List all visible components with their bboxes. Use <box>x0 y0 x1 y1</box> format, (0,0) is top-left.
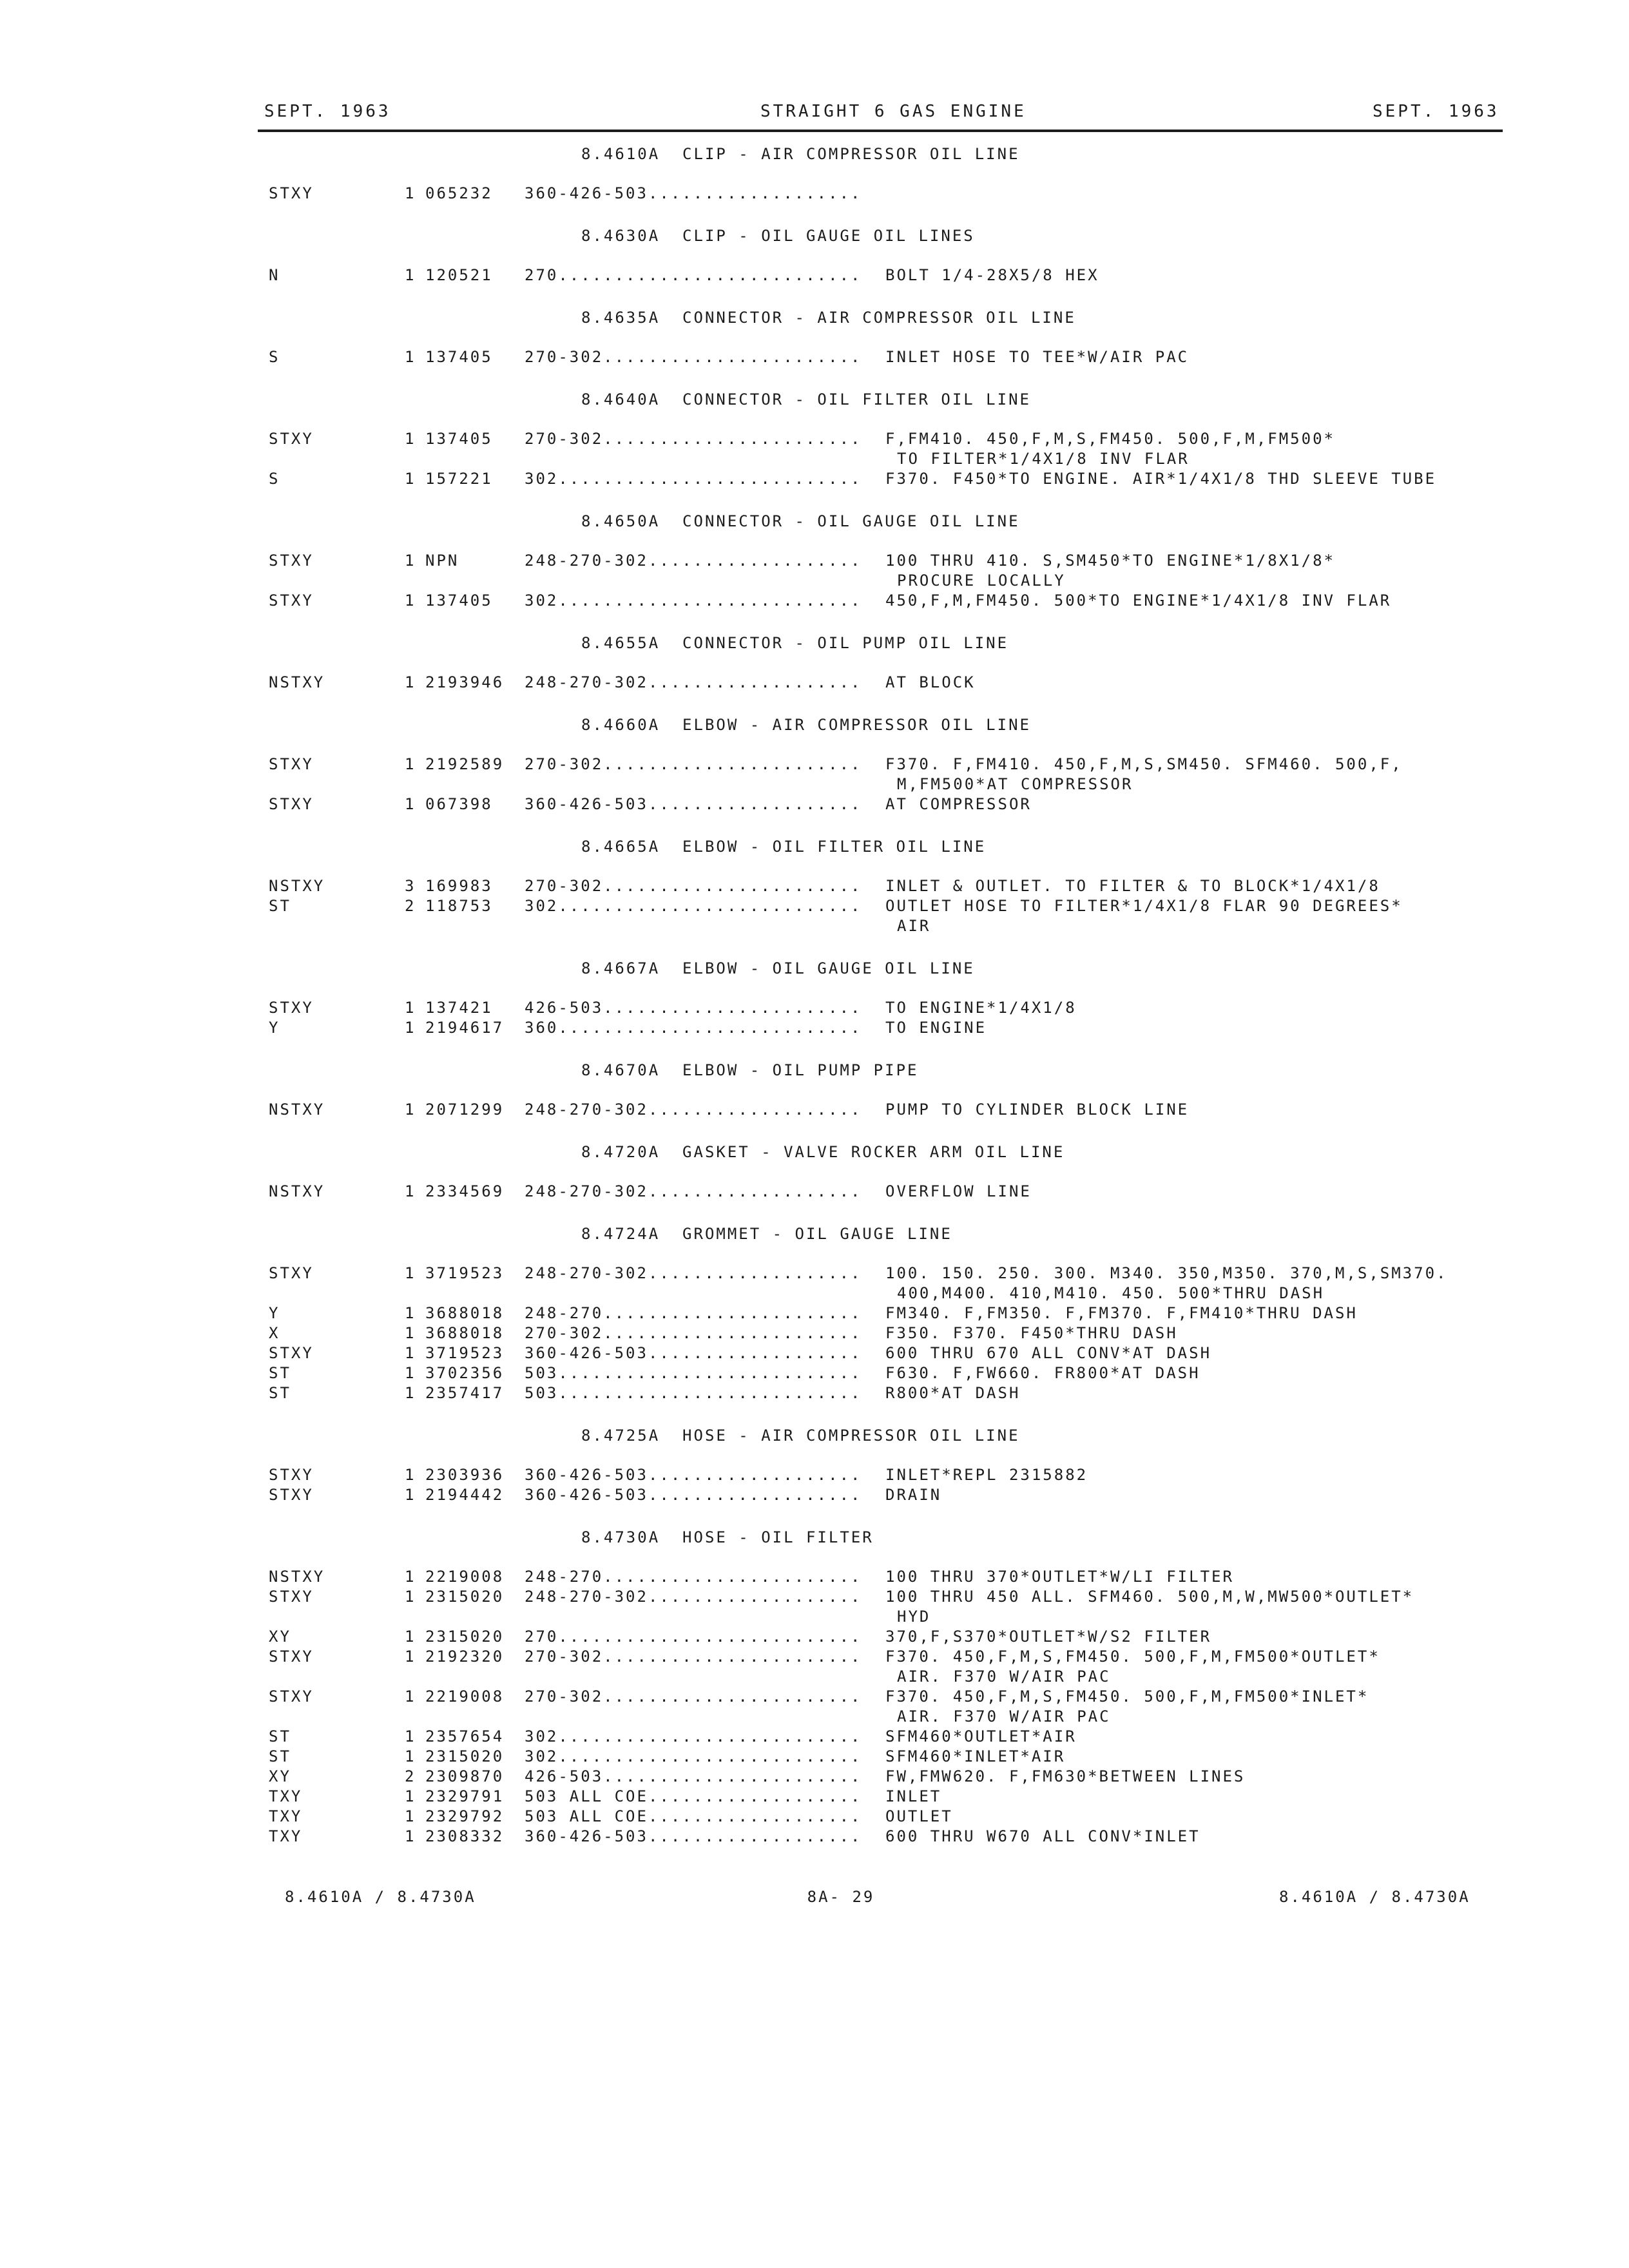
part-number: 2315020 <box>425 1747 505 1765</box>
application-series: 360-426-503................... <box>525 1344 862 1362</box>
quantity: 1 <box>405 1364 416 1382</box>
part-row <box>0 1807 1629 1827</box>
parts-section <box>0 633 1629 715</box>
quantity: 1 <box>405 1384 416 1402</box>
quantity: 1 <box>405 1466 416 1484</box>
part-row <box>0 673 1629 693</box>
part-number: 157221 <box>425 470 493 488</box>
part-description: TO ENGINE*1/4X1/8 <box>885 999 1077 1017</box>
part-row <box>0 1647 1629 1667</box>
description-continuation: TO FILTER*1/4X1/8 INV FLAR <box>897 450 1190 468</box>
part-number: 2308332 <box>425 1827 505 1845</box>
section-heading: 8.4630A CLIP - OIL GAUGE OIL LINES <box>581 227 975 245</box>
part-description: OUTLET HOSE TO FILTER*1/4X1/8 FLAR 90 DEGREES* <box>885 897 1403 915</box>
header-date-right: SEPT. 1963 <box>1373 102 1499 121</box>
application-series: 503 ALL COE................... <box>525 1787 862 1805</box>
part-number: 3688018 <box>425 1324 505 1342</box>
section-heading: 8.4720A GASKET - VALVE ROCKER ARM OIL LINE <box>581 1143 1065 1161</box>
part-number: 120521 <box>425 266 493 284</box>
model-code: ST <box>269 1727 291 1745</box>
application-series: 270-302....................... <box>525 755 862 773</box>
part-row <box>0 1100 1629 1120</box>
part-row <box>0 265 1629 285</box>
parts-section <box>0 1142 1629 1224</box>
application-series: 302........................... <box>525 897 862 915</box>
application-series: 248-270-302................... <box>525 1264 862 1282</box>
application-series: 270-302....................... <box>525 430 862 448</box>
application-series: 360-426-503................... <box>525 1486 862 1504</box>
part-description: PUMP TO CYLINDER BLOCK LINE <box>885 1100 1190 1119</box>
parts-section <box>0 836 1629 958</box>
description-continuation: 400,M400. 410,M410. 450. 500*THRU DASH <box>897 1284 1325 1302</box>
part-description: SFM460*INLET*AIR <box>885 1747 1066 1765</box>
section-heading: 8.4724A GROMMET - OIL GAUGE LINE <box>581 1225 952 1243</box>
part-description: 450,F,M,FM450. 500*TO ENGINE*1/4X1/8 INV FLAR <box>885 591 1392 610</box>
model-code: S <box>269 348 280 366</box>
model-code: N <box>269 266 280 284</box>
model-code: S <box>269 470 280 488</box>
parts-list <box>0 144 1629 1847</box>
part-description: F370. 450,F,M,S,FM450. 500,F,M,FM500*INLET* <box>885 1687 1369 1706</box>
section-spacer <box>0 1202 1629 1224</box>
quantity: 2 <box>405 897 416 915</box>
quantity: 1 <box>405 1807 416 1825</box>
quantity: 1 <box>405 1100 416 1119</box>
quantity: 1 <box>405 1019 416 1037</box>
application-series: 248-270-302................... <box>525 1100 862 1119</box>
part-description: OUTLET <box>885 1807 953 1825</box>
application-series: 248-270-302................... <box>525 552 862 570</box>
part-number: 137405 <box>425 348 493 366</box>
application-series: 270-302....................... <box>525 1648 862 1666</box>
part-description: OVERFLOW LINE <box>885 1182 1032 1200</box>
model-code: XY <box>269 1628 291 1646</box>
part-description: AT COMPRESSOR <box>885 795 1032 813</box>
part-row <box>0 1303 1629 1323</box>
application-series: 248-270-302................... <box>525 1588 862 1606</box>
part-number: 137421 <box>425 999 493 1017</box>
quantity: 1 <box>405 430 416 448</box>
quantity: 1 <box>405 470 416 488</box>
part-number: 067398 <box>425 795 493 813</box>
part-description: INLET*REPL 2315882 <box>885 1466 1088 1484</box>
part-description: 100 THRU 450 ALL. SFM460. 500,M,W,MW500*OUTLET* <box>885 1588 1414 1606</box>
part-number: 3702356 <box>425 1364 505 1382</box>
application-series: 360-426-503................... <box>525 1466 862 1484</box>
quantity: 1 <box>405 348 416 366</box>
parts-section <box>0 226 1629 307</box>
part-description: 600 THRU 670 ALL CONV*AT DASH <box>885 1344 1212 1362</box>
quantity: 1 <box>405 1486 416 1504</box>
part-number: 3688018 <box>425 1304 505 1322</box>
description-continuation: M,FM500*AT COMPRESSOR <box>897 775 1133 793</box>
application-series: 503 ALL COE................... <box>525 1807 862 1825</box>
quantity: 1 <box>405 1628 416 1646</box>
part-row <box>0 1363 1629 1383</box>
model-code: Y <box>269 1019 280 1037</box>
part-row <box>0 896 1629 916</box>
part-description: DRAIN <box>885 1486 942 1504</box>
application-series: 270-302....................... <box>525 348 862 366</box>
part-number: 2315020 <box>425 1628 505 1646</box>
application-series: 360-426-503................... <box>525 1827 862 1845</box>
part-row <box>0 1787 1629 1807</box>
section-spacer <box>0 1403 1629 1425</box>
part-row <box>0 1264 1629 1283</box>
part-number: 065232 <box>425 184 493 202</box>
parts-section <box>0 1224 1629 1425</box>
part-row <box>0 1343 1629 1363</box>
part-description: 100 THRU 410. S,SM450*TO ENGINE*1/8X1/8* <box>885 552 1335 570</box>
application-series: 270-302....................... <box>525 1687 862 1706</box>
model-code: STXY <box>269 1588 314 1606</box>
header-title: STRAIGHT 6 GAS ENGINE <box>760 102 1027 121</box>
part-row <box>0 1767 1629 1787</box>
model-code: STXY <box>269 999 314 1017</box>
section-heading: 8.4610A CLIP - AIR COMPRESSOR OIL LINE <box>581 145 1020 163</box>
part-row <box>0 1687 1629 1707</box>
header-rule <box>258 130 1503 132</box>
model-code: Y <box>269 1304 280 1322</box>
application-series: 270-302....................... <box>525 877 862 895</box>
description-continuation: AIR. F370 W/AIR PAC <box>897 1707 1111 1725</box>
part-description: TO ENGINE <box>885 1019 987 1037</box>
part-number: 2357654 <box>425 1727 505 1745</box>
application-series: 503........................... <box>525 1384 862 1402</box>
part-description: F,FM410. 450,F,M,S,FM450. 500,F,M,FM500* <box>885 430 1335 448</box>
parts-section <box>0 1527 1629 1847</box>
application-series: 302........................... <box>525 1747 862 1765</box>
description-continuation: AIR <box>897 917 931 935</box>
part-description: SFM460*OUTLET*AIR <box>885 1727 1077 1745</box>
section-heading: 8.4725A HOSE - AIR COMPRESSOR OIL LINE <box>581 1427 1020 1445</box>
part-description: INLET <box>885 1787 942 1805</box>
part-description: BOLT 1/4-28X5/8 HEX <box>885 266 1099 284</box>
model-code: STXY <box>269 1687 314 1706</box>
section-heading: 8.4730A HOSE - OIL FILTER <box>581 1528 874 1546</box>
quantity: 1 <box>405 795 416 813</box>
parts-section <box>0 715 1629 836</box>
model-code: NSTXY <box>269 1182 325 1200</box>
section-spacer <box>0 367 1629 389</box>
part-number: 2194442 <box>425 1486 505 1504</box>
part-row <box>0 794 1629 814</box>
description-continuation: PROCURE LOCALLY <box>897 572 1066 590</box>
application-series: 302........................... <box>525 470 862 488</box>
part-description: INLET & OUTLET. TO FILTER & TO BLOCK*1/4X1/8 <box>885 877 1380 895</box>
part-description: AT BLOCK <box>885 673 976 691</box>
application-series: 248-270....................... <box>525 1304 862 1322</box>
part-number: 2329791 <box>425 1787 505 1805</box>
part-row <box>0 998 1629 1018</box>
section-spacer <box>0 489 1629 511</box>
section-spacer <box>0 1505 1629 1527</box>
quantity: 1 <box>405 1787 416 1805</box>
part-description: FM340. F,FM350. F,FM370. F,FM410*THRU DASH <box>885 1304 1358 1322</box>
part-row <box>0 1018 1629 1038</box>
description-continuation: HYD <box>897 1608 931 1626</box>
part-row <box>0 1567 1629 1587</box>
quantity: 1 <box>405 1687 416 1706</box>
application-series: 270........................... <box>525 1628 862 1646</box>
quantity: 1 <box>405 591 416 610</box>
model-code: NSTXY <box>269 877 325 895</box>
part-row <box>0 754 1629 774</box>
quantity: 3 <box>405 877 416 895</box>
section-spacer <box>0 285 1629 307</box>
part-description: INLET HOSE TO TEE*W/AIR PAC <box>885 348 1190 366</box>
part-row <box>0 1485 1629 1505</box>
part-description: F350. F370. F450*THRU DASH <box>885 1324 1178 1342</box>
quantity: 1 <box>405 1648 416 1666</box>
model-code: NSTXY <box>269 673 325 691</box>
part-row <box>0 1182 1629 1202</box>
model-code: STXY <box>269 755 314 773</box>
part-number: 2309870 <box>425 1767 505 1785</box>
application-series: 360-426-503................... <box>525 795 862 813</box>
part-number: NPN <box>425 552 459 570</box>
part-number: 118753 <box>425 897 493 915</box>
part-description: 600 THRU W670 ALL CONV*INLET <box>885 1827 1200 1845</box>
footer-range-left: 8.4610A / 8.4730A <box>285 1888 476 1906</box>
section-heading: 8.4667A ELBOW - OIL GAUGE OIL LINE <box>581 959 975 977</box>
part-number: 3719523 <box>425 1264 505 1282</box>
quantity: 2 <box>405 1767 416 1785</box>
model-code: X <box>269 1324 280 1342</box>
application-series: 270........................... <box>525 266 862 284</box>
section-heading: 8.4670A ELBOW - OIL PUMP PIPE <box>581 1061 919 1079</box>
section-spacer <box>0 936 1629 958</box>
application-series: 302........................... <box>525 591 862 610</box>
parts-section <box>0 958 1629 1060</box>
section-spacer <box>0 693 1629 715</box>
part-row <box>0 1727 1629 1747</box>
quantity: 1 <box>405 755 416 773</box>
part-description: 100 THRU 370*OUTLET*W/LI FILTER <box>885 1568 1234 1586</box>
section-spacer <box>0 1120 1629 1142</box>
part-row <box>0 551 1629 571</box>
model-code: NSTXY <box>269 1568 325 1586</box>
description-continuation: AIR. F370 W/AIR PAC <box>897 1667 1111 1686</box>
model-code: TXY <box>269 1807 303 1825</box>
part-description: F370. F,FM410. 450,F,M,S,SM450. SFM460. 500,F, <box>885 755 1403 773</box>
part-number: 2357417 <box>425 1384 505 1402</box>
part-row <box>0 1827 1629 1847</box>
model-code: ST <box>269 1747 291 1765</box>
application-series: 426-503....................... <box>525 1767 862 1785</box>
quantity: 1 <box>405 1344 416 1362</box>
part-row <box>0 876 1629 896</box>
section-heading: 8.4655A CONNECTOR - OIL PUMP OIL LINE <box>581 634 1009 652</box>
part-number: 2315020 <box>425 1588 505 1606</box>
part-number: 2192589 <box>425 755 505 773</box>
quantity: 1 <box>405 1827 416 1845</box>
part-number: 3719523 <box>425 1344 505 1362</box>
section-spacer <box>0 814 1629 836</box>
part-row <box>0 591 1629 611</box>
quantity: 1 <box>405 266 416 284</box>
part-description: F370. F450*TO ENGINE. AIR*1/4X1/8 THD SLEEVE TUBE <box>885 470 1437 488</box>
parts-section <box>0 389 1629 511</box>
quantity: 1 <box>405 1182 416 1200</box>
model-code: STXY <box>269 1486 314 1504</box>
model-code: STXY <box>269 1648 314 1666</box>
part-row <box>0 1627 1629 1647</box>
part-number: 2193946 <box>425 673 505 691</box>
part-number: 169983 <box>425 877 493 895</box>
application-series: 503........................... <box>525 1364 862 1382</box>
part-row <box>0 347 1629 367</box>
footer-page-number: 8A- 29 <box>807 1888 875 1906</box>
quantity: 1 <box>405 552 416 570</box>
section-spacer <box>0 611 1629 633</box>
parts-section <box>0 144 1629 226</box>
part-number: 2194617 <box>425 1019 505 1037</box>
model-code: STXY <box>269 1264 314 1282</box>
section-spacer <box>0 1038 1629 1060</box>
model-code: STXY <box>269 430 314 448</box>
application-series: 360........................... <box>525 1019 862 1037</box>
part-number: 137405 <box>425 591 493 610</box>
part-row <box>0 1323 1629 1343</box>
quantity: 1 <box>405 1568 416 1586</box>
part-number: 2219008 <box>425 1568 505 1586</box>
part-row <box>0 469 1629 489</box>
header-date-left: SEPT. 1963 <box>264 102 391 121</box>
model-code: XY <box>269 1767 291 1785</box>
application-series: 360-426-503................... <box>525 184 862 202</box>
parts-section <box>0 307 1629 389</box>
part-number: 137405 <box>425 430 493 448</box>
quantity: 1 <box>405 1727 416 1745</box>
part-row <box>0 429 1629 449</box>
model-code: NSTXY <box>269 1100 325 1119</box>
part-row <box>0 1465 1629 1485</box>
model-code: STXY <box>269 795 314 813</box>
application-series: 426-503....................... <box>525 999 862 1017</box>
part-number: 2192320 <box>425 1648 505 1666</box>
model-code: TXY <box>269 1827 303 1845</box>
quantity: 1 <box>405 184 416 202</box>
model-code: STXY <box>269 552 314 570</box>
model-code: ST <box>269 1384 291 1402</box>
part-description: 370,F,S370*OUTLET*W/S2 FILTER <box>885 1628 1212 1646</box>
quantity: 1 <box>405 1264 416 1282</box>
quantity: 1 <box>405 1324 416 1342</box>
part-description: F630. F,FW660. FR800*AT DASH <box>885 1364 1200 1382</box>
application-series: 302........................... <box>525 1727 862 1745</box>
part-row <box>0 1747 1629 1767</box>
part-description: FW,FMW620. F,FM630*BETWEEN LINES <box>885 1767 1246 1785</box>
model-code: STXY <box>269 591 314 610</box>
model-code: STXY <box>269 1344 314 1362</box>
part-number: 2219008 <box>425 1687 505 1706</box>
quantity: 1 <box>405 999 416 1017</box>
parts-section <box>0 511 1629 633</box>
application-series: 248-270-302................... <box>525 673 862 691</box>
quantity: 1 <box>405 1304 416 1322</box>
part-number: 2303936 <box>425 1466 505 1484</box>
model-code: STXY <box>269 1466 314 1484</box>
model-code: TXY <box>269 1787 303 1805</box>
part-row <box>0 1383 1629 1403</box>
part-description: F370. 450,F,M,S,FM450. 500,F,M,FM500*OUTLET* <box>885 1648 1380 1666</box>
section-heading: 8.4665A ELBOW - OIL FILTER OIL LINE <box>581 838 987 856</box>
parts-section <box>0 1425 1629 1527</box>
quantity: 1 <box>405 1588 416 1606</box>
parts-section <box>0 1060 1629 1142</box>
part-description: R800*AT DASH <box>885 1384 1021 1402</box>
part-description: 100. 150. 250. 300. M340. 350,M350. 370,M,S,SM370. <box>885 1264 1448 1282</box>
part-number: 2071299 <box>425 1100 505 1119</box>
part-number: 2329792 <box>425 1807 505 1825</box>
part-number: 2334569 <box>425 1182 505 1200</box>
section-heading: 8.4640A CONNECTOR - OIL FILTER OIL LINE <box>581 390 1031 408</box>
application-series: 248-270....................... <box>525 1568 862 1586</box>
part-row <box>0 184 1629 204</box>
model-code: ST <box>269 1364 291 1382</box>
application-series: 248-270-302................... <box>525 1182 862 1200</box>
model-code: STXY <box>269 184 314 202</box>
section-heading: 8.4650A CONNECTOR - OIL GAUGE OIL LINE <box>581 512 1020 530</box>
section-spacer <box>0 204 1629 226</box>
application-series: 270-302....................... <box>525 1324 862 1342</box>
section-heading: 8.4635A CONNECTOR - AIR COMPRESSOR OIL LINE <box>581 309 1076 327</box>
section-heading: 8.4660A ELBOW - AIR COMPRESSOR OIL LINE <box>581 716 1031 734</box>
part-row <box>0 1587 1629 1607</box>
quantity: 1 <box>405 1747 416 1765</box>
quantity: 1 <box>405 673 416 691</box>
model-code: ST <box>269 897 291 915</box>
footer-range-right: 8.4610A / 8.4730A <box>1279 1888 1470 1906</box>
